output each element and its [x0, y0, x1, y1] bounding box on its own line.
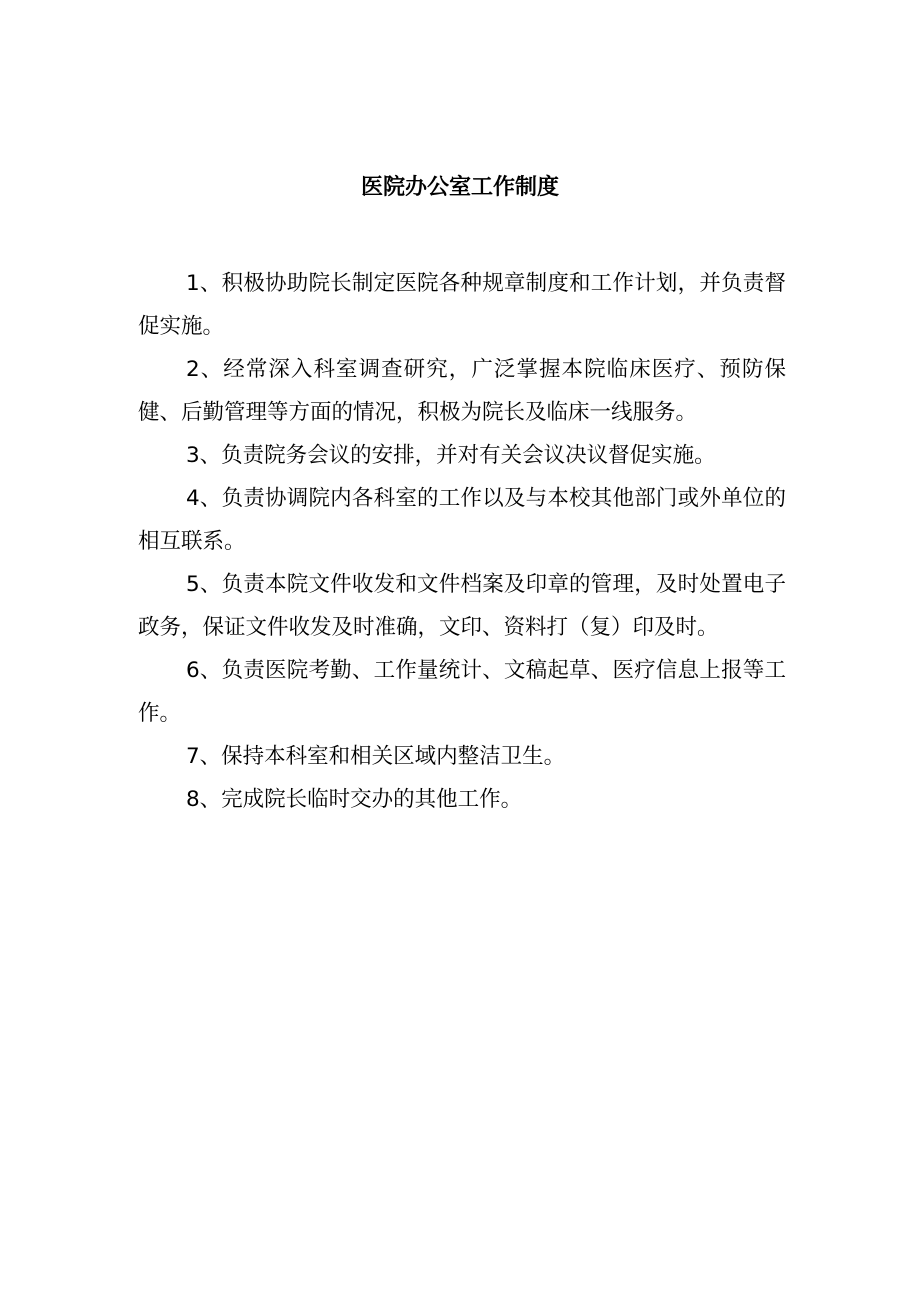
rule-item-6: 6、负责医院考勤、工作量统计、文稿起草、医疗信息上报等工作。 — [138, 658, 786, 726]
rule-item-7: 7、保持本科室和相关区域内整洁卫生。 — [186, 744, 566, 769]
document-title: 医院办公室工作制度 — [360, 175, 559, 200]
document-body — [138, 262, 786, 821]
rule-item-5: 5、负责本院文件收发和文件档案及印章的管理，及时处置电子政务，保证文件收发及时准确，文印、资料打（复）印及时。 — [138, 572, 786, 640]
rule-item-2: 2、经常深入科室调查研究，广泛掌握本院临床医疗、预防保健、后勤管理等方面的情况，积极为院长及临床一线服务。 — [138, 357, 786, 425]
rule-item-1: 1、积极协助院长制定医院各种规章制度和工作计划，并负责督促实施。 — [138, 271, 786, 339]
rule-item-8: 8、完成院长临时交办的其他工作。 — [186, 787, 523, 812]
rule-item-4: 4、负责协调院内各科室的工作以及与本校其他部门或外单位的相互联系。 — [138, 486, 786, 554]
rule-item-3: 3、负责院务会议的安排，并对有关会议决议督促实施。 — [186, 443, 716, 468]
